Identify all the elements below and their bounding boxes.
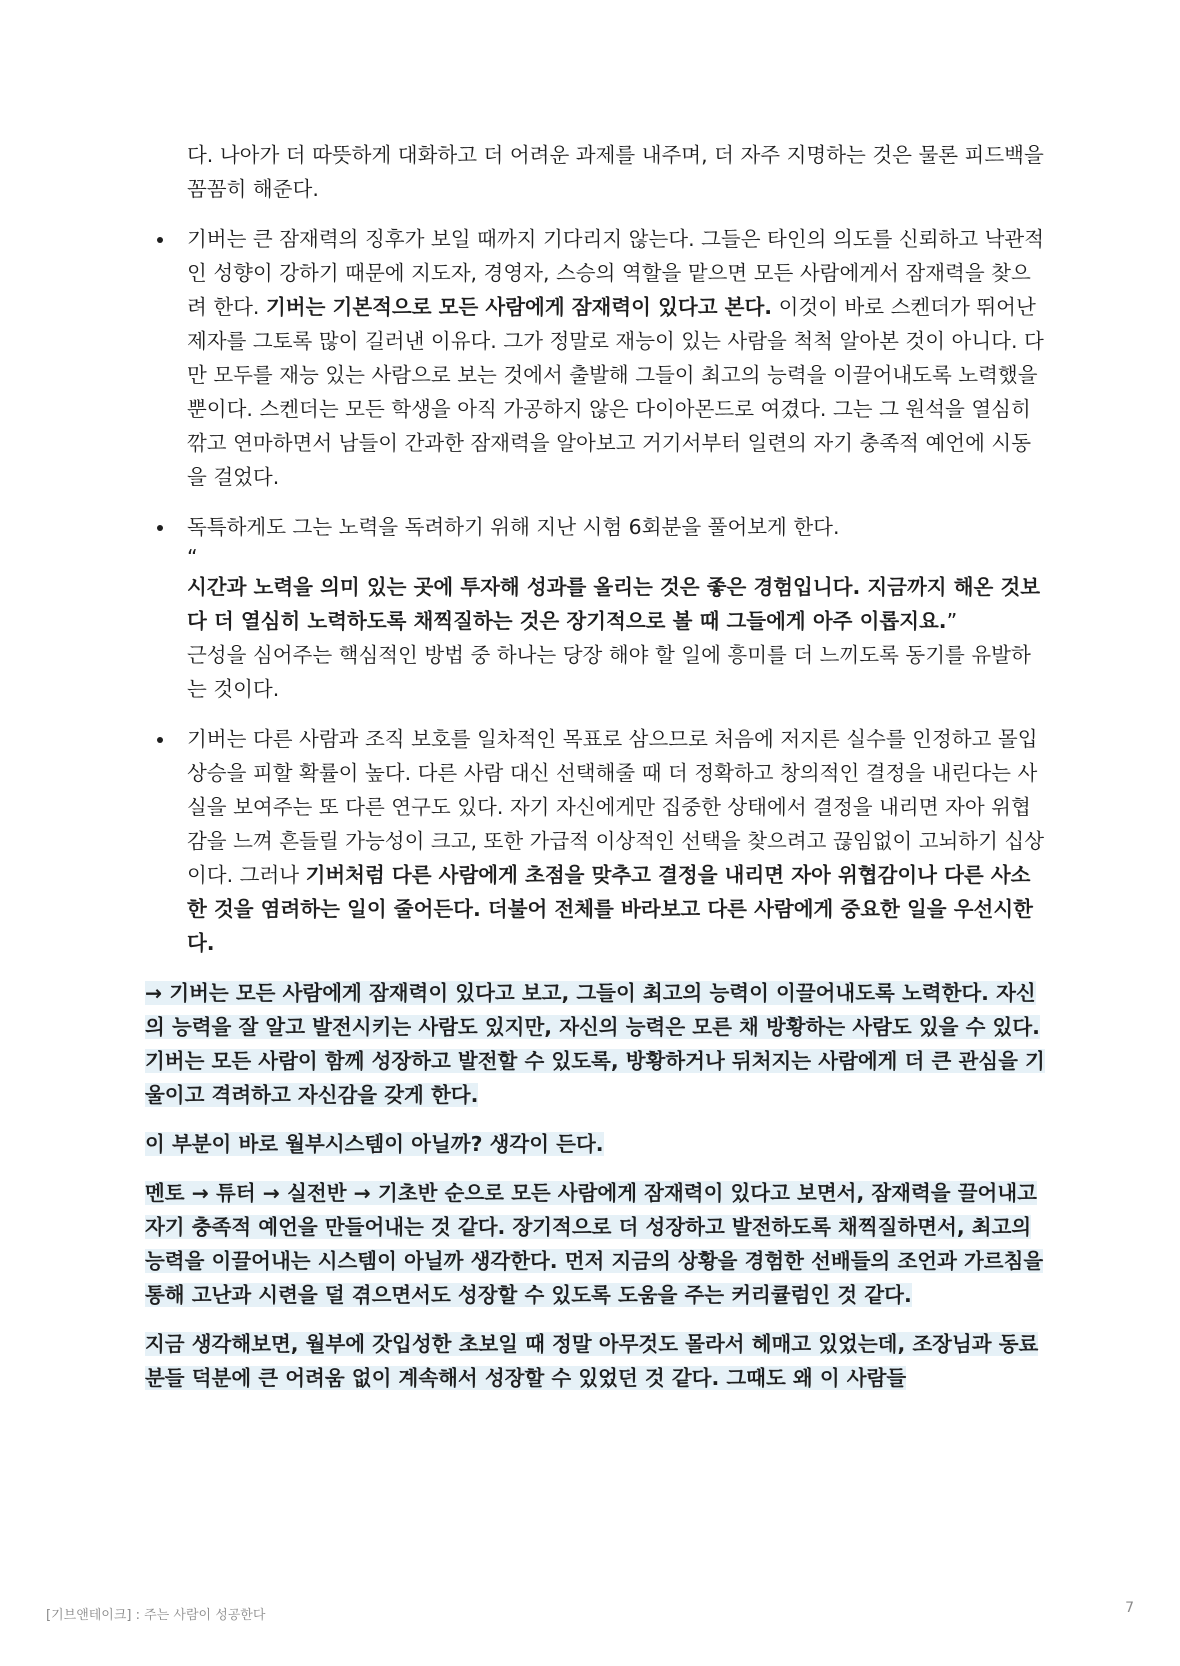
highlight-text: 이 부분이 바로 월부시스템이 아닐까? 생각이 든다. [145,1132,604,1156]
open-quote-mark: “ [187,545,198,569]
highlight-note [145,1127,1045,1161]
continuation-paragraph: 다. 나아가 더 따뜻하게 대화하고 더 어려운 과제를 내주며, 더 자주 지명하는 것은 물론 피드백을 꼼꼼히 해준다. [187,143,1044,201]
bullet2-text: 독특하게도 그는 노력을 독려하기 위해 지난 시험 6회분을 풀어보게 한다. [187,515,840,539]
bullet1-text-b: 이것이 바로 스켄더가 뛰어난 제자를 그토록 많이 길러낸 이유다. 그가 정말로 재능이 있는 사람을 척척 알아본 것이 아니다. 다만 모두를 재능 있는 사람으로 보는 것에서 출발해 그들이 최고의 능력을 이끌어내도록 노력했을 뿐이다. 스켄더는 모든 학생을 아직 가공하지 않은 다이아몬드로 여겼다. 그는 그 원석을 열심히 깎고 연마하면서 남들이 간과한 잠재력을 알아보고 거기서부터 일련의 자기 충족적 예언에 시동을 걸었다. [187,295,1044,489]
list-item [145,510,1045,706]
bullet3-text: 기버는 다른 사람과 조직 보호를 일차적인 목표로 삼으므로 처음에 저지른 실수를 인정하고 몰입 상승을 피할 확률이 높다. 다른 사람 대신 선택해줄 때 더 정확하고 창의적인 결정을 내린다는 사실을 보여주는 또 다른 연구도 있다. 자기 자신에게만 집중한 상태에서 결정을 내리면 자아 위협감을 느껴 흔들릴 가능성이 크고, 또한 가급적 이상적인 선택을 찾으려고 끊임없이 고뇌하기 십상이다. 그러나 [187,727,1045,887]
quote-bold-text: 시간과 노력을 의미 있는 곳에 투자해 성과를 올리는 것은 좋은 경험입니다. 지금까지 해온 것보다 더 열심히 노력하도록 채찍질하는 것은 장기적으로 볼 때 그들에게 아주 이롭지요. [187,575,1041,633]
close-quote-mark: ” [946,609,958,633]
bullet1-paragraph [187,222,1045,494]
bullet3-paragraph [187,722,1045,960]
bullet2-after: 근성을 심어주는 핵심적인 방법 중 하나는 당장 해야 할 일에 흥미를 더 느끼도록 동기를 유발하는 것이다. [187,643,1031,701]
footer-title: [기브앤테이크] : 주는 사람이 성공한다 [46,1608,266,1623]
page-number: 7 [1125,1600,1134,1616]
list-item [145,722,1045,960]
page-content [145,138,1045,1410]
highlight-text: → 기버는 모든 사람에게 잠재력이 있다고 보고, 그들이 최고의 능력이 이끌어내도록 노력한다. 자신의 능력을 잘 알고 발전시키는 사람도 있지만, 자신의 능력은 모른 채 방황하는 사람도 있을 수 있다. 기버는 모든 사람이 함께 성장하고 발전할 수 있도록, 방황하거나 뒤처지는 사람에게 더 큰 관심을 기울이고 격려하고 자신감을 갖게 한다. [145,981,1045,1107]
bullet-dot-icon [157,737,163,743]
list-item [145,222,1045,494]
bullet1-text-a: 기버는 큰 잠재력의 징후가 보일 때까지 기다리지 않는다. 그들은 타인의 의도를 신뢰하고 낙관적인 성향이 강하기 때문에 지도자, 경영자, 스승의 역할을 맡으면 모든 사람에게서 잠재력을 찾으려 한다. [187,227,1045,319]
highlight-text: 멘토 → 튜터 → 실전반 → 기초반 순으로 모든 사람에게 잠재력이 있다고 보면서, 잠재력을 끌어내고 자기 충족적 예언을 만들어내는 것 같다. 장기적으로 더 성장하고 발전하도록 채찍질하면서, 최고의 능력을 이끌어내는 시스템이 아닐까 생각한다. 먼저 지금의 상황을 경험한 선배들의 조언과 가르침을 통해 고난과 시련을 덜 겪으면서도 성장할 수 있도록 도움을 주는 커리큘럼인 것 같다. [145,1181,1044,1307]
highlight-text: 지금 생각해보면, 월부에 갓입성한 초보일 때 정말 아무것도 몰라서 헤매고 있었는데, 조장님과 동료분들 덕분에 큰 어려움 없이 계속해서 성장할 수 있었던 것 같다. 그때도 왜 이 사람들 [145,1332,1039,1390]
bullet1-bold: 기버는 기본적으로 모든 사람에게 잠재력이 있다고 본다. [265,295,773,319]
bullet-dot-icon [157,237,163,243]
bullet-list [145,222,1045,960]
bullet3-bold: 기버처럼 다른 사람에게 초점을 맞추고 결정을 내리면 자아 위협감이나 다른 사소한 것을 염려하는 일이 줄어든다. 더불어 전체를 바라보고 다른 사람에게 중요한 일을 우선시한다. [187,863,1033,955]
highlight-note [145,1176,1045,1312]
bullet-dot-icon [157,525,163,531]
highlight-note [145,1327,1045,1395]
highlight-note [145,976,1045,1112]
bullet2-quote [187,570,1045,638]
